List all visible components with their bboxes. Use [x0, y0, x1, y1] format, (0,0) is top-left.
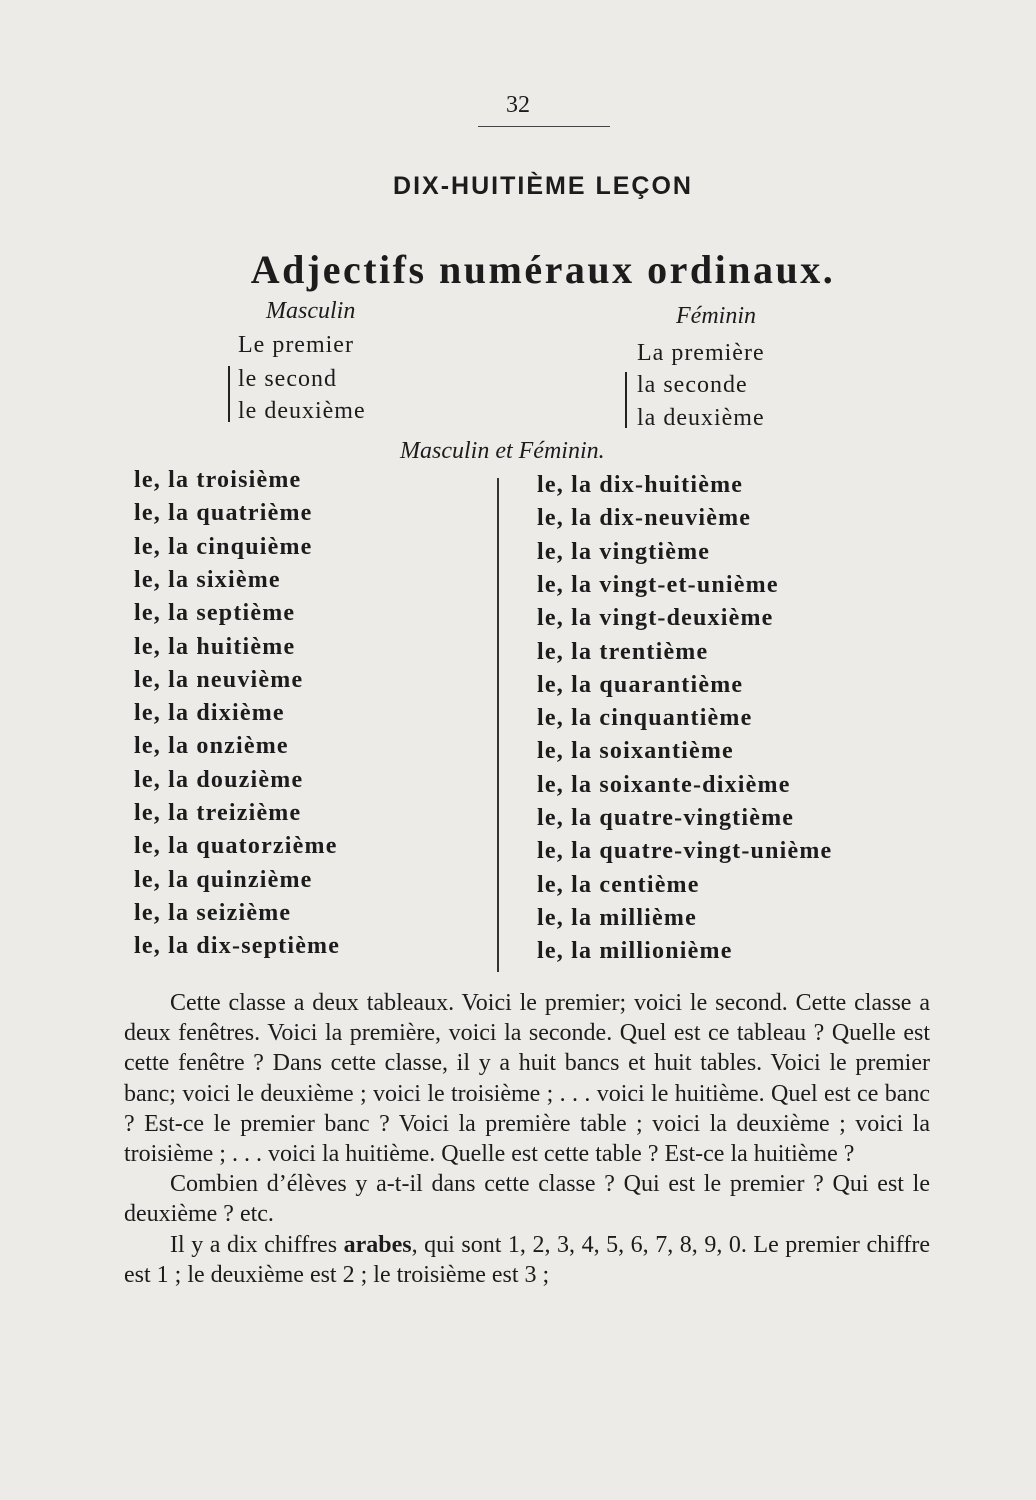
ordinal-left-item: le, la quatorzième — [134, 833, 338, 860]
ordinal-left-item: le, la septième — [134, 600, 296, 627]
feminine-form-2: la seconde — [637, 372, 748, 398]
ordinal-right-item: le, la quarantième — [537, 671, 744, 698]
ordinal-right-item: le, la dix-huitième — [537, 472, 744, 498]
section-title: Adjectifs numéraux ordinaux. — [250, 247, 836, 292]
lesson-title: DIX-HUITIÈME LEÇON — [393, 172, 693, 200]
ordinal-right-item: le, la soixante-dixième — [537, 771, 791, 798]
ordinal-left-item: le, la douzième — [134, 766, 304, 793]
page-number-rule — [478, 126, 610, 127]
masculine-form-3: le deuxième — [238, 398, 366, 424]
heading-feminin: Féminin — [676, 303, 756, 329]
paragraph-1: Cette classe a deux tableaux. Voici le premier; voici le second. Cette classe a deux fenêtres. Voici la première, voici la seconde. Quel est ce tableau ? Quelle est cette fenêtre ? Dans cette classe, il y a huit bancs et huit tables. Voici le premier banc; voici le deuxième ; voici le troisième ; . . . voici le huitième. Quel est ce banc ? Est-ce le premier banc ? Voici la première table ; voici la deuxième ; voici la troisième ; . . . voici la huitième. Quelle est cette table ? Est-ce la huitième ? — [124, 990, 930, 1168]
ordinal-left-item: le, la dixième — [134, 700, 285, 727]
paragraph-3-start: Il y a dix chiffres — [170, 1231, 344, 1258]
ordinal-right-item: le, la dix-neuvième — [537, 505, 752, 532]
ordinal-right-item: le, la centième — [537, 871, 700, 898]
paragraph-3-end: , qui sont 1, 2, 3, 4, 5, 6, 7, 8, 9, 0. Le premier chiffre est 1 ; le deuxième est 2 ; le troisième est 3 ; — [124, 1231, 930, 1288]
ordinal-left-item: le, la treizième — [134, 800, 302, 826]
ordinal-right-item: le, la vingt-et-unième — [537, 571, 779, 598]
ordinal-left-item: le, la cinquième — [134, 533, 313, 560]
body-text — [124, 988, 930, 1290]
ordinal-right-item: le, la cinquantième — [537, 705, 753, 732]
ordinal-right-item: le, la vingtième — [537, 538, 711, 565]
ordinal-left-item: le, la sixième — [134, 566, 281, 593]
ordinal-left-item: le, la troisième — [134, 467, 302, 493]
ordinal-right-item: le, la millième — [537, 904, 697, 931]
column-divider — [497, 478, 499, 972]
ordinal-right-item: le, la trentième — [537, 638, 709, 665]
ordinal-left-item: le, la huitième — [134, 633, 296, 660]
ordinal-right-item: le, la vingt-deuxième — [537, 605, 774, 632]
ordinal-right-item: le, la soixantième — [537, 738, 734, 765]
ordinal-right-item: le, la millionième — [537, 938, 733, 965]
masculine-form-2: le second — [238, 366, 337, 392]
ordinal-left-item: le, la onzième — [134, 733, 289, 760]
ordinal-left-item: le, la quatrième — [134, 500, 313, 527]
ordinal-left-item: le, la seizième — [134, 899, 292, 926]
ordinal-left-item: le, la neuvième — [134, 666, 304, 693]
heading-masculin-et-feminin: Masculin et Féminin. — [400, 438, 605, 464]
feminine-form-1: La première — [637, 340, 765, 366]
paragraph-3-bold: arabes — [343, 1231, 412, 1258]
ordinal-left-item: le, la quinzième — [134, 866, 313, 893]
ordinal-right-item: le, la quatre-vingt-unième — [537, 838, 833, 865]
paragraph-3 — [124, 1230, 930, 1290]
feminine-brace — [625, 372, 632, 428]
masculine-form-1: Le premier — [238, 332, 354, 358]
heading-masculin: Masculin — [266, 298, 356, 324]
ordinal-right-item: le, la quatre-vingtième — [537, 805, 795, 831]
page-number: 32 — [506, 92, 530, 118]
ordinal-left-item: le, la dix-septième — [134, 933, 341, 960]
feminine-form-3: la deuxième — [637, 405, 765, 431]
masculine-brace — [228, 366, 235, 422]
paragraph-2: Combien d’élèves y a-t-il dans cette classe ? Qui est le premier ? Qui est le deuxième ? etc. — [124, 1171, 930, 1228]
